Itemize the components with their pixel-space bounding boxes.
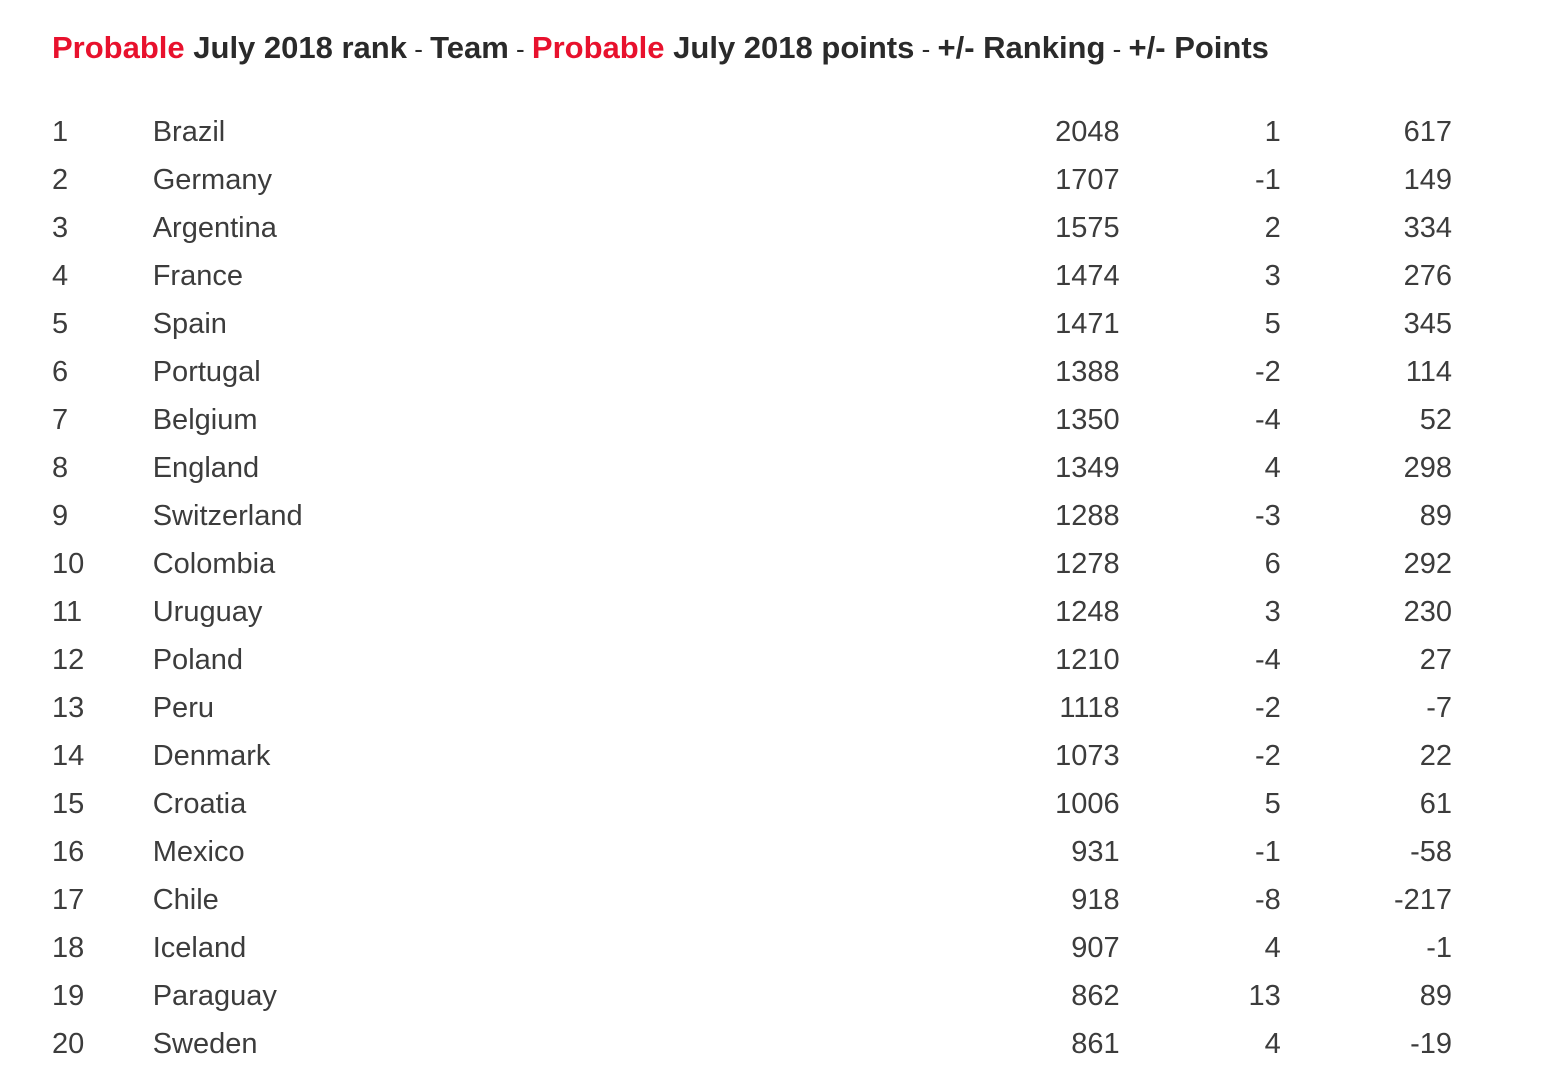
rank-cell: 15 — [52, 788, 85, 820]
rank-cell: 2 — [52, 164, 69, 196]
title-separator-3: - — [914, 34, 938, 64]
ranking-table — [52, 108, 1452, 1068]
delta-ranking-cell: 3 — [1264, 596, 1281, 628]
delta-points-cell: 22 — [1419, 740, 1452, 772]
delta-points-cell: 27 — [1419, 644, 1452, 676]
delta-points-cell: -217 — [1393, 884, 1452, 916]
delta-ranking-cell: -1 — [1254, 164, 1281, 196]
title-separator-4: - — [1105, 34, 1129, 64]
points-cell: 1388 — [1055, 356, 1120, 388]
delta-points-cell: 61 — [1419, 788, 1452, 820]
rank-cell: 4 — [52, 260, 69, 292]
table-row — [52, 636, 1452, 684]
delta-points-cell: -58 — [1410, 836, 1452, 868]
table-row — [52, 924, 1452, 972]
title-probable-2: Probable — [531, 30, 665, 65]
delta-points-cell: 334 — [1403, 212, 1452, 244]
team-name-cell: Germany — [152, 164, 272, 196]
rank-cell: 13 — [52, 692, 85, 724]
team-name-cell: Colombia — [152, 548, 276, 580]
table-row — [52, 492, 1452, 540]
team-name-cell: Chile — [152, 884, 219, 916]
rank-cell: 3 — [52, 212, 69, 244]
points-cell: 907 — [1071, 932, 1120, 964]
delta-points-cell: 298 — [1403, 452, 1452, 484]
delta-points-cell: 230 — [1403, 596, 1452, 628]
points-cell: 2048 — [1055, 116, 1120, 148]
delta-ranking-cell: 13 — [1248, 980, 1281, 1012]
points-cell: 1248 — [1055, 596, 1120, 628]
points-cell: 1073 — [1055, 740, 1120, 772]
points-cell: 1118 — [1059, 692, 1120, 724]
table-row — [52, 252, 1452, 300]
rank-cell: 17 — [52, 884, 85, 916]
table-row — [52, 972, 1452, 1020]
points-cell: 1288 — [1055, 500, 1120, 532]
delta-points-cell: -1 — [1426, 932, 1452, 964]
rank-cell: 6 — [52, 356, 69, 388]
delta-points-cell: 52 — [1419, 404, 1452, 436]
rank-cell: 5 — [52, 308, 69, 340]
points-cell: 1006 — [1055, 788, 1120, 820]
points-cell: 1471 — [1055, 308, 1120, 340]
delta-ranking-cell: -3 — [1254, 500, 1281, 532]
delta-points-cell: 345 — [1403, 308, 1452, 340]
delta-ranking-cell: 4 — [1264, 1028, 1281, 1060]
title-team-label: Team — [430, 30, 509, 65]
table-row — [52, 204, 1452, 252]
table-row — [52, 396, 1452, 444]
delta-ranking-cell: -2 — [1254, 740, 1281, 772]
table-row — [52, 1020, 1452, 1068]
title-probable-1: Probable — [52, 30, 185, 65]
delta-ranking-cell: 3 — [1264, 260, 1281, 292]
delta-ranking-cell: -4 — [1254, 644, 1281, 676]
points-cell: 861 — [1071, 1028, 1120, 1060]
table-row — [52, 876, 1452, 924]
table-row — [52, 156, 1452, 204]
delta-ranking-cell: 5 — [1264, 308, 1281, 340]
table-row — [52, 540, 1452, 588]
delta-points-cell: 617 — [1403, 116, 1452, 148]
title-delta-ranking-label: +/- Ranking — [937, 30, 1106, 65]
team-name-cell: England — [152, 452, 260, 484]
points-cell: 1278 — [1055, 548, 1120, 580]
team-name-cell: Portugal — [152, 356, 261, 388]
table-row — [52, 828, 1452, 876]
delta-ranking-cell: -1 — [1254, 836, 1281, 868]
team-name-cell: Peru — [152, 692, 214, 724]
table-row — [52, 780, 1452, 828]
team-name-cell: Mexico — [152, 836, 245, 868]
delta-points-cell: 89 — [1419, 980, 1452, 1012]
rank-cell: 14 — [52, 740, 85, 772]
rank-cell: 10 — [52, 548, 85, 580]
delta-ranking-cell: 6 — [1264, 548, 1281, 580]
team-name-cell: Croatia — [152, 788, 247, 820]
delta-points-cell: 276 — [1403, 260, 1452, 292]
points-cell: 1575 — [1055, 212, 1120, 244]
team-name-cell: Argentina — [152, 212, 277, 244]
rank-cell: 19 — [52, 980, 85, 1012]
title-separator-2: - — [508, 34, 532, 64]
points-cell: 1210 — [1055, 644, 1120, 676]
rank-cell: 16 — [52, 836, 85, 868]
rank-cell: 7 — [52, 404, 69, 436]
delta-ranking-cell: 4 — [1264, 932, 1281, 964]
team-name-cell: Paraguay — [152, 980, 277, 1012]
team-name-cell: Sweden — [152, 1028, 258, 1060]
table-row — [52, 348, 1452, 396]
title-rank-label: July 2018 rank — [184, 30, 407, 65]
rank-cell: 1 — [52, 116, 69, 148]
delta-points-cell: 292 — [1403, 548, 1452, 580]
rank-cell: 8 — [52, 452, 69, 484]
team-name-cell: Poland — [152, 644, 244, 676]
delta-ranking-cell: -2 — [1254, 356, 1281, 388]
page-title — [52, 30, 1560, 66]
points-cell: 1707 — [1055, 164, 1120, 196]
points-cell: 931 — [1071, 836, 1120, 868]
rank-cell: 18 — [52, 932, 85, 964]
points-cell: 1350 — [1055, 404, 1120, 436]
rank-cell: 20 — [52, 1028, 85, 1060]
rank-cell: 12 — [52, 644, 85, 676]
delta-ranking-cell: -2 — [1254, 692, 1281, 724]
delta-ranking-cell: -8 — [1254, 884, 1281, 916]
team-name-cell: France — [152, 260, 243, 292]
title-separator-1: - — [406, 34, 431, 64]
delta-ranking-cell: 4 — [1264, 452, 1281, 484]
points-cell: 1474 — [1055, 260, 1120, 292]
table-row — [52, 732, 1452, 780]
points-cell: 1349 — [1055, 452, 1120, 484]
points-cell: 918 — [1071, 884, 1120, 916]
title-delta-points-label: +/- Points — [1128, 30, 1269, 65]
rank-cell: 11 — [52, 596, 83, 628]
table-row — [52, 684, 1452, 732]
points-cell: 862 — [1071, 980, 1120, 1012]
team-name-cell: Belgium — [152, 404, 258, 436]
delta-points-cell: 114 — [1405, 356, 1452, 388]
delta-ranking-cell: 2 — [1264, 212, 1281, 244]
team-name-cell: Uruguay — [152, 596, 263, 628]
delta-points-cell: 149 — [1403, 164, 1452, 196]
team-name-cell: Switzerland — [152, 500, 303, 532]
table-row — [52, 108, 1452, 156]
team-name-cell: Brazil — [152, 116, 226, 148]
title-points-label: July 2018 points — [664, 30, 915, 65]
delta-ranking-cell: -4 — [1254, 404, 1281, 436]
table-row — [52, 444, 1452, 492]
delta-points-cell: -7 — [1426, 692, 1452, 724]
rank-cell: 9 — [52, 500, 69, 532]
team-name-cell: Iceland — [152, 932, 247, 964]
delta-ranking-cell: 1 — [1264, 116, 1281, 148]
delta-points-cell: -19 — [1410, 1028, 1452, 1060]
team-name-cell: Denmark — [152, 740, 271, 772]
delta-ranking-cell: 5 — [1264, 788, 1281, 820]
table-row — [52, 588, 1452, 636]
team-name-cell: Spain — [152, 308, 227, 340]
delta-points-cell: 89 — [1419, 500, 1452, 532]
table-row — [52, 300, 1452, 348]
